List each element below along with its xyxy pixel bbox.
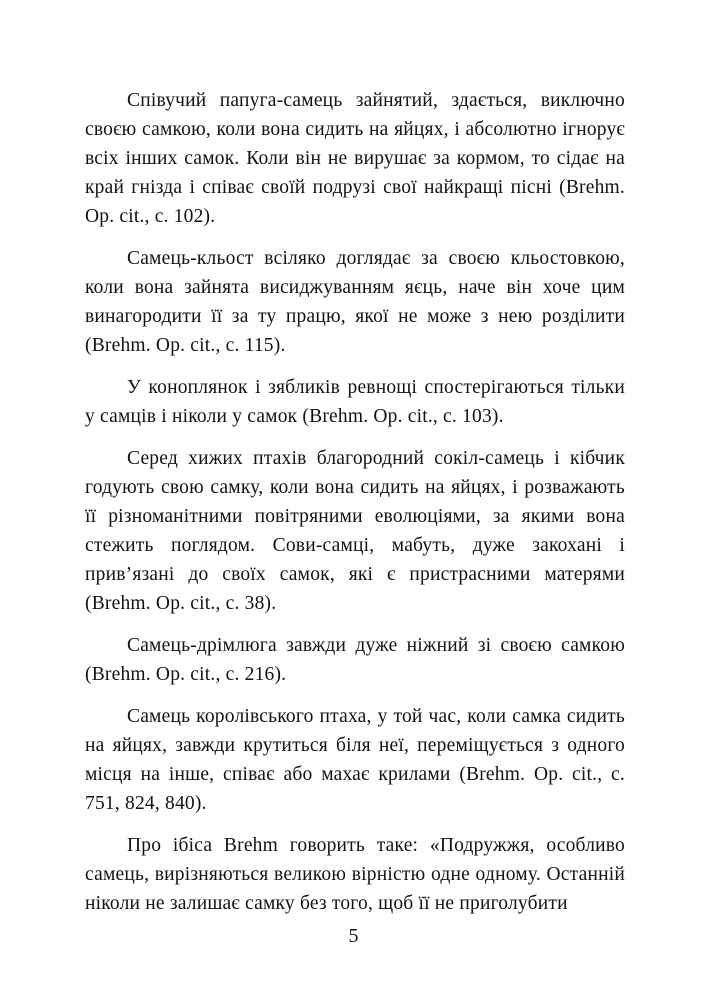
paragraph: Самець-дрімлюга завжди дуже ніжний зі своєю самкою (Brehm. Op. cit., с. 216). (85, 635, 625, 685)
page-number: 5 (348, 925, 359, 947)
paragraph: Серед хижих птахів благородний сокіл-самець і кібчик годують свою самку, коли вона сидить на яйцях, і розважають її різноманітними повітряними еволюціями, за якими вона стежить поглядом. Сови-самці, мабуть, дуже закохані і прив’язані до своїх самок, які є пристрасними матерями (Brehm. Op. cit., с. 38). (85, 448, 625, 614)
paragraph: Самець королівського птаха, у той час, коли самка сидить на яйцях, завжди крутиться біля неї, переміщується з одного місця на інше, співає або махає крилами (Brehm. Op. cit., с. 751, 824, 840). (85, 706, 625, 814)
paragraph: Співучий папуга-самець зайнятий, здається, виключно своєю самкою, коли вона сидить на яйцях, і абсолютно ігнорує всіх інших самок. Коли він не вирушає за кормом, то сідає на край гнізда і співає своїй подрузі свої найкращі пісні (Brehm. Op. cit., с. 102). (85, 90, 625, 227)
paragraph: У коноплянок і зябликів ревнощі спостерігаються тільки у самців і ніколи у самок (Brehm. Op. cit., с. 103). (85, 377, 625, 427)
paragraph: Про ібіса Brehm говорить таке: «Подружжя, особливо самець, вирізняються великою вірністю одне одному. Останній ніколи не залишає самку без того, щоб її не приголубити (85, 835, 625, 914)
text-block (85, 86, 625, 931)
paragraph: Самець-кльост всіляко доглядає за своєю кльостовкою, коли вона зайнята висиджуванням яєць, наче він хоче цим винагородити її за ту працю, якої не може з нею розділити (Brehm. Op. cit., с. 115). (85, 248, 625, 356)
